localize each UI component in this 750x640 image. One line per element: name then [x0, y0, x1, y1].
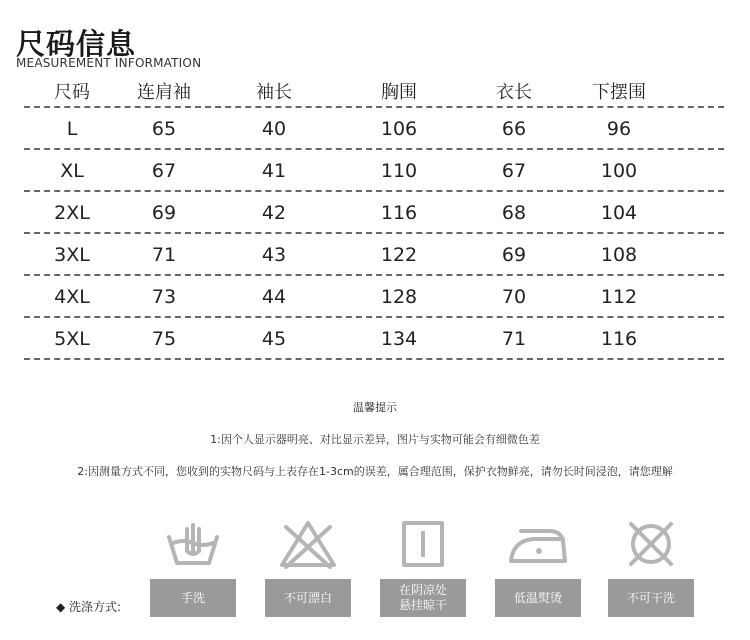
care-text: 手洗: [150, 579, 236, 617]
note-line-1: 1:因个人显示器明亮、对比显示差异，图片与实物可能会有细微色差: [210, 433, 540, 446]
table-cell: 3XL: [54, 244, 90, 266]
table-cell: 5XL: [54, 328, 90, 350]
table-cell: 112: [600, 286, 638, 308]
no-tumble-dry-icon: [608, 515, 694, 573]
dashed-divider: [24, 358, 724, 360]
size-table: [24, 74, 724, 360]
note-line-2: 2:因测量方式不同，您收到的实物尺码与上表存在1-3cm的误差，属合理范围，保护衣物鲜亮，请勿长时间浸泡，请您理解: [77, 465, 673, 478]
table-row: [24, 108, 724, 150]
table-cell: 134: [380, 328, 418, 350]
table-cell: 71: [501, 328, 527, 350]
table-row: [24, 234, 724, 276]
table-cell: 122: [380, 244, 418, 266]
low-iron-icon: [495, 515, 581, 573]
table-cell: 4XL: [54, 286, 90, 308]
table-cell: 45: [261, 328, 287, 350]
table-cell: 68: [501, 202, 527, 224]
table-row: [24, 192, 724, 234]
table-header-row: [24, 74, 724, 108]
hand-wash-icon: [150, 515, 236, 573]
table-cell: 71: [151, 244, 177, 266]
table-cell: 65: [151, 118, 177, 140]
header-cell: 胸围: [381, 82, 417, 103]
table-cell: 40: [261, 118, 287, 140]
table-cell: 116: [600, 328, 638, 350]
table-cell: 2XL: [54, 202, 90, 224]
table-cell: 106: [380, 118, 418, 140]
care-item-shade-dry: [380, 515, 466, 617]
header-cell: 袖长: [256, 82, 292, 103]
table-cell: 116: [380, 202, 418, 224]
table-row: [24, 276, 724, 318]
table-cell: 42: [261, 202, 287, 224]
page-subtitle: MEASUREMENT INFORMATION: [16, 56, 202, 70]
care-text: 在阴凉处 悬挂晾干: [380, 579, 466, 617]
table-cell: 66: [501, 118, 527, 140]
table-cell: 69: [151, 202, 177, 224]
table-cell: XL: [60, 160, 84, 182]
no-bleach-icon: [265, 515, 351, 573]
shade-dry-icon: [380, 515, 466, 573]
page-title: 尺码信息: [16, 27, 137, 61]
care-item-no-bleach: [265, 515, 351, 617]
table-cell: 67: [151, 160, 177, 182]
table-cell: 44: [261, 286, 287, 308]
table-cell: L: [66, 118, 78, 140]
care-item-no-dry-clean: [608, 515, 694, 617]
table-cell: 41: [261, 160, 287, 182]
table-cell: 104: [600, 202, 638, 224]
table-cell: 67: [501, 160, 527, 182]
header-cell: 连肩袖: [137, 82, 191, 103]
table-cell: 110: [380, 160, 418, 182]
header-cell: 下摆围: [592, 82, 646, 103]
care-item-hand-wash: [150, 515, 236, 617]
care-label: ◆ 洗涤方式:: [56, 600, 122, 614]
table-cell: 70: [501, 286, 527, 308]
table-cell: 100: [600, 160, 638, 182]
table-cell: 128: [380, 286, 418, 308]
care-text: 不可漂白: [265, 579, 351, 617]
table-row: [24, 150, 724, 192]
header-cell: 衣长: [496, 82, 532, 103]
notes-title: 温馨提示: [353, 401, 397, 414]
table-cell: 73: [151, 286, 177, 308]
care-item-low-iron: [495, 515, 581, 617]
table-cell: 108: [600, 244, 638, 266]
table-cell: 75: [151, 328, 177, 350]
table-cell: 43: [261, 244, 287, 266]
care-text: 低温熨烫: [495, 579, 581, 617]
table-row: [24, 318, 724, 360]
table-cell: 69: [501, 244, 527, 266]
header-cell: 尺码: [54, 82, 90, 103]
care-text: 不可干洗: [608, 579, 694, 617]
table-cell: 96: [606, 118, 632, 140]
